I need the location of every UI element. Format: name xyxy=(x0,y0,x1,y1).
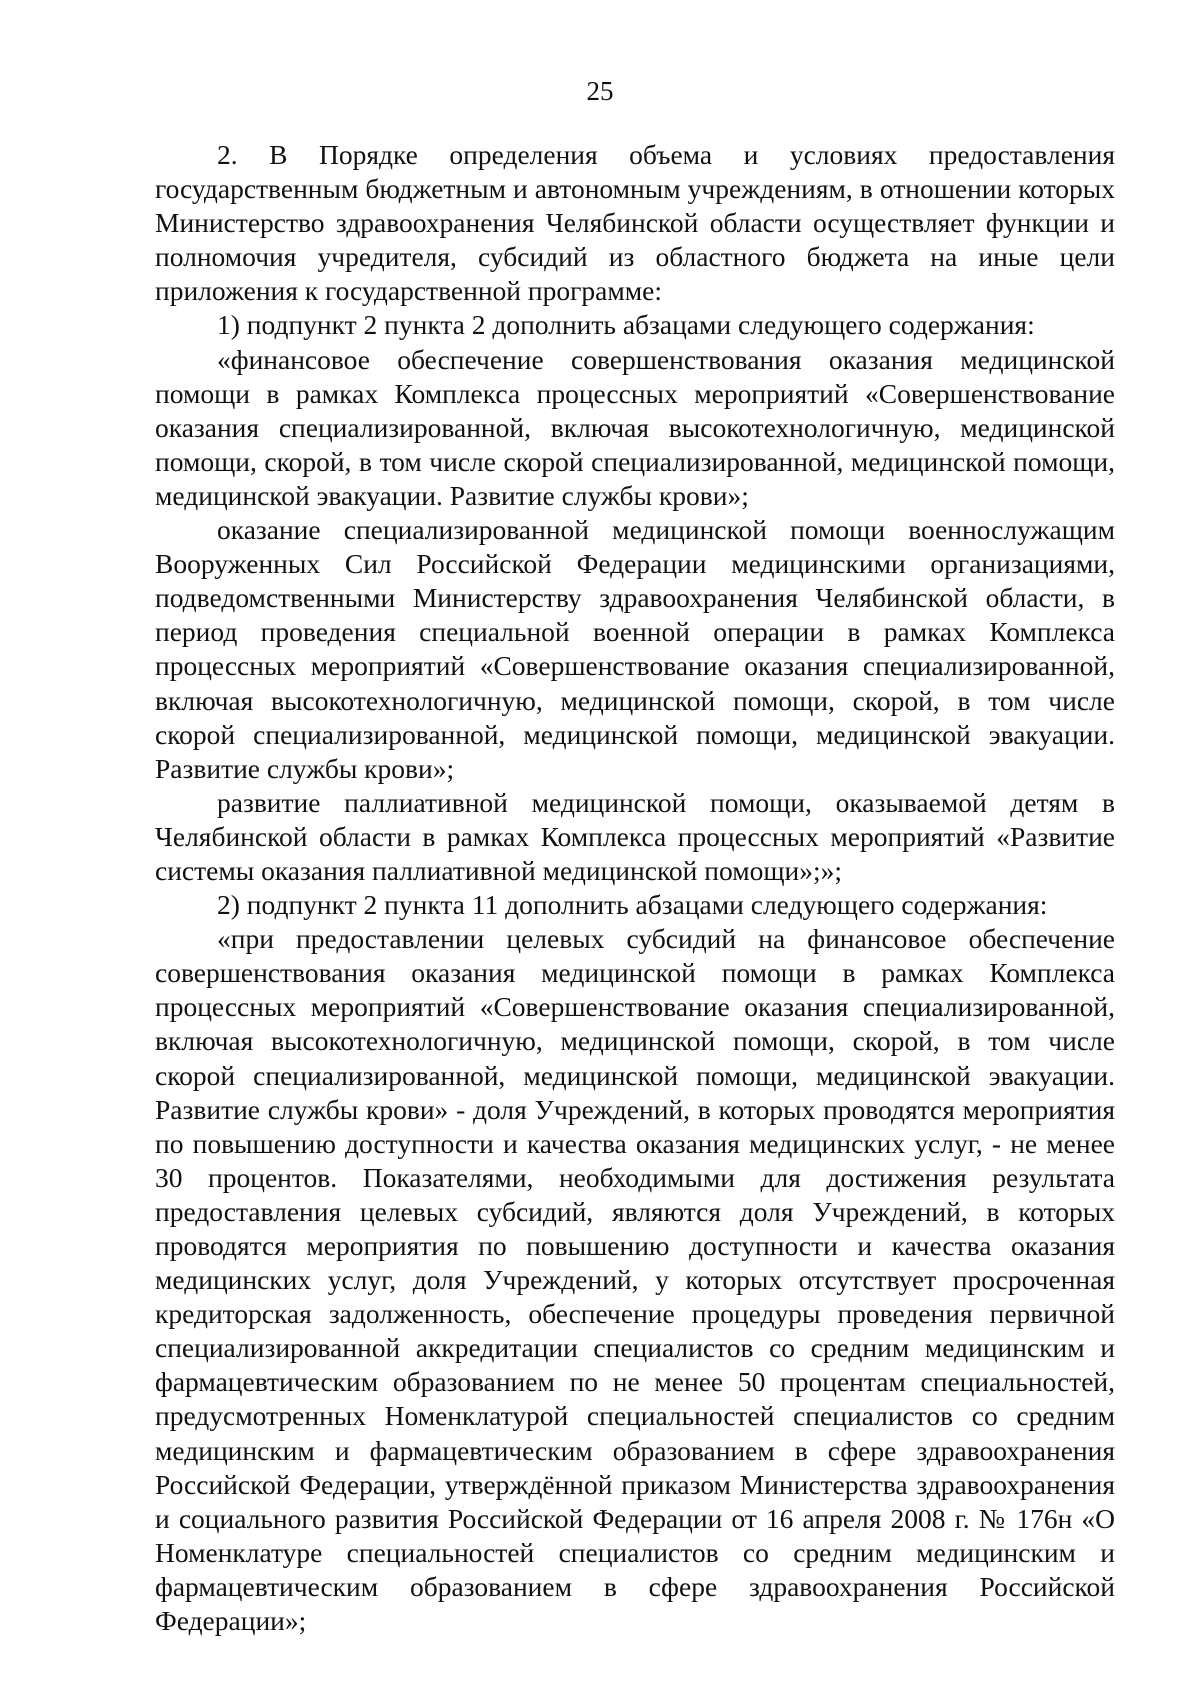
document-body xyxy=(155,138,1115,1638)
paragraph-financing-improvement: «финансовое обеспечение совершенствования оказания медицинской помощи в рамках Комплекса процессных мероприятий «Совершенствование оказания специализированной, включая высокотехнологичную, медицинской помощи, скорой, в том числе скорой специализированной, медицинской помощи, медицинской эвакуации. Развитие службы крови»; xyxy=(155,343,1115,511)
page-number: 25 xyxy=(586,76,614,106)
paragraph-palliative-care-children: развитие паллиативной медицинской помощи, оказываемой детям в Челябинской области в рамках Комплекса процессных мероприятий «Развитие системы оказания паллиативной медицинской помощи»;»; xyxy=(155,786,1115,886)
paragraph-military-medical-care: оказание специализированной медицинской помощи военнослужащим Вооруженных Сил Российской Федерации медицинскими организациями, подведомственными Министерству здравоохранения Челябинской области, в период проведения специальной военной операции в рамках Комплекса процессных мероприятий «Совершенствование оказания специализированной, включая высокотехнологичную, медицинской помощи, скорой, в том числе скорой специализированной, медицинской помощи, медицинской эвакуации. Развитие службы крови»; xyxy=(155,514,1115,784)
paragraph-subitem-2-heading: 2) подпункт 2 пункта 11 дополнить абзацами следующего содержания: xyxy=(217,889,1048,921)
paragraph-section-2-intro: 2. В Порядке определения объема и условиях предоставления государственным бюджетным и автономным учреждениям, в отношении которых Министерство здравоохранения Челябинской области осуществляет функции и полномочия учредителя, субсидий из областного бюджета на иные цели приложения к государственной программе: xyxy=(155,139,1115,307)
paragraph-subitem-1-heading: 1) подпункт 2 пункта 2 дополнить абзацами следующего содержания: xyxy=(217,309,1035,341)
paragraph-subsidy-indicators: «при предоставлении целевых субсидий на финансовое обеспечение совершенствования оказания медицинской помощи в рамках Комплекса процессных мероприятий «Совершенствование оказания специализированной, включая высокотехнологичную, медицинской помощи, скорой, в том числе скорой специализированной, медицинской помощи, медицинской эвакуации. Развитие службы крови» - доля Учреждений, в которых проводятся мероприятия по повышению доступности и качества оказания медицинских услуг, - не менее 30 процентов. Показателями, необходимыми для достижения результата предоставления целевых субсидий, являются доля Учреждений, в которых проводятся мероприятия по повышению доступности и качества оказания медицинских услуг, доля Учреждений, у которых отсутствует просроченная кредиторская задолженность, обеспечение процедуры проведения первичной специализированной аккредитации специалистов со средним медицинским и фармацевтическим образованием по не менее 50 процентам специальностей, предусмотренных Номенклатурой специальностей специалистов со средним медицинским и фармацевтическим образованием в сфере здравоохранения Российской Федерации, утверждённой приказом Министерства здравоохранения и социального развития Российской Федерации от 16 апреля 2008 г. № 176н «О Номенклатуре специальностей специалистов со средним медицинским и фармацевтическим образованием в сфере здравоохранения Российской Федерации»; xyxy=(155,923,1115,1637)
